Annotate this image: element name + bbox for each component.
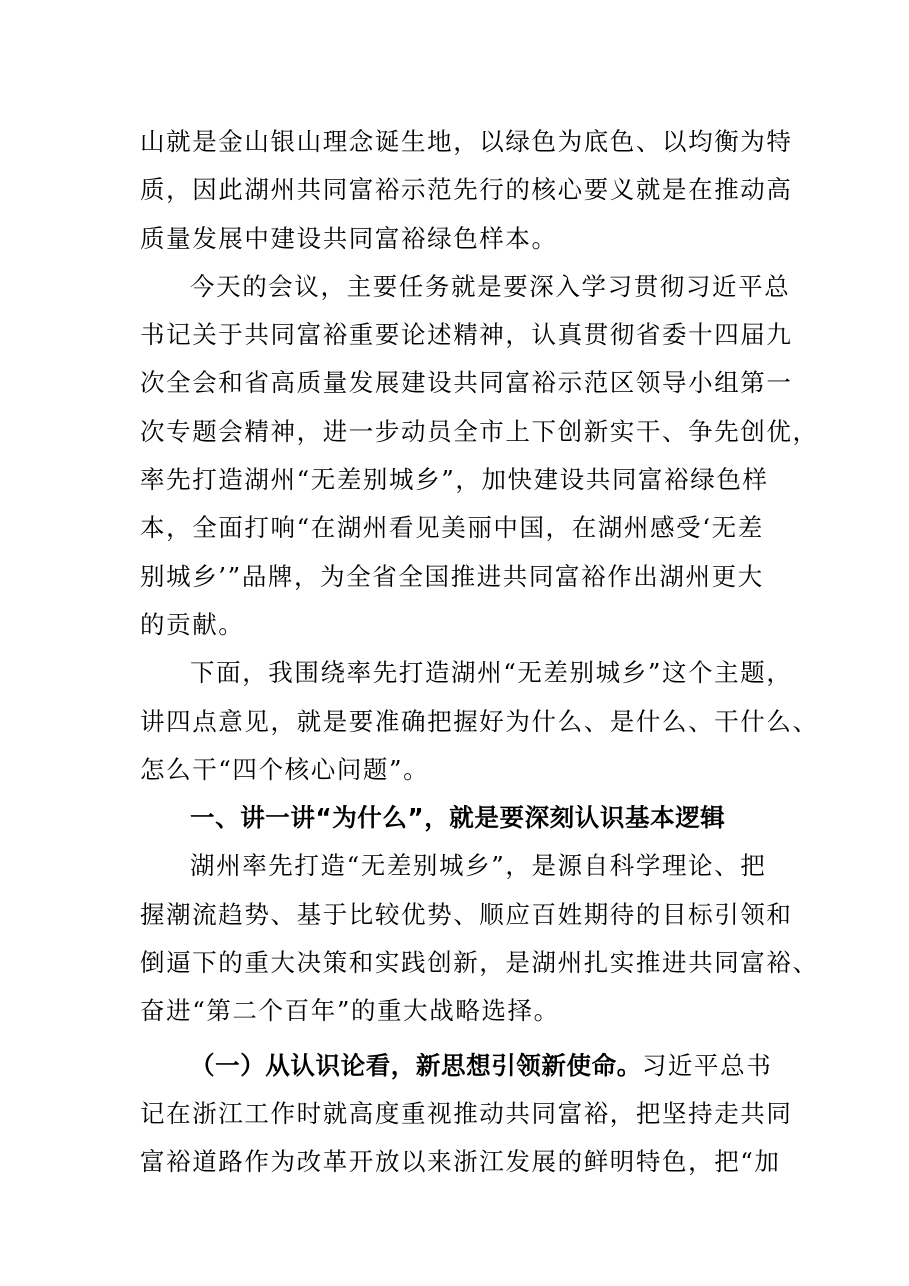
document-body [140,118,819,1187]
text-line: 的贡献。 [140,609,245,639]
text-line: 质，因此湖州共同富裕示范先行的核心要义就是在推动高 [140,175,793,205]
text-line: 别城乡’”品牌，为全省全国推进共同富裕作出湖州更大 [140,561,764,591]
text-line: 质量发展中建设共同富裕绿色样本。 [140,223,558,253]
text-fragment: 习近平总书 [641,1050,773,1080]
text-line: 下面，我围绕率先打造湖州“无差别城乡”这个主题， [190,658,793,688]
text-line: 握潮流趋势、基于比较优势、顺应百姓期待的目标引领和 [140,899,793,929]
text-line [140,1042,780,1090]
section-heading-1 [140,794,780,842]
heading-text: 一、讲一讲“为什么”，就是要深刻认识基本逻辑 [190,803,726,833]
paragraph-2 [140,263,819,649]
text-line: 湖州率先打造“无差别城乡”，是源自科学理论、把 [190,851,767,881]
text-line: 倒逼下的重大决策和实践创新，是湖州扎实推进共同富裕、 [140,948,819,978]
text-line: 山就是金山银山理念诞生地，以绿色为底色、以均衡为特 [140,127,793,156]
paragraph-1 [140,118,793,263]
text-line: 今天的会议，主要任务就是要深入学习贯彻习近平总 [190,271,791,301]
paragraph-4 [140,842,819,1035]
paragraph-5 [140,1042,793,1187]
text-line: 次专题会精神，进一步动员全市上下创新实干、争先创优， [140,416,819,446]
text-line: 记在浙江工作时就高度重视推动共同富裕，把坚持走共同 [140,1098,793,1128]
text-line: 怎么干“四个核心问题”。 [140,754,430,784]
text-line: 率先打造湖州“无差别城乡”，加快建设共同富裕绿色样 [140,465,769,495]
text-line: 奋进“第二个百年”的重大战略选择。 [140,996,560,1026]
paragraph-3 [140,649,819,794]
text-line: 本，全面打响“在湖州看见美丽中国，在湖州感受‘无差 [140,513,764,543]
text-line: 次全会和省高质量发展建设共同富裕示范区领导小组第一 [140,368,793,398]
text-line: 讲四点意见，就是要准确把握好为什么、是什么、干什么、 [140,706,819,736]
text-line: 富裕道路作为改革开放以来浙江发展的鲜明特色，把“加 [140,1147,781,1177]
subheading-bold: （一）从认识论看，新思想引领新使命。 [190,1050,642,1080]
text-line: 书记关于共同富裕重要论述精神，认真贯彻省委十四届九 [140,320,793,350]
